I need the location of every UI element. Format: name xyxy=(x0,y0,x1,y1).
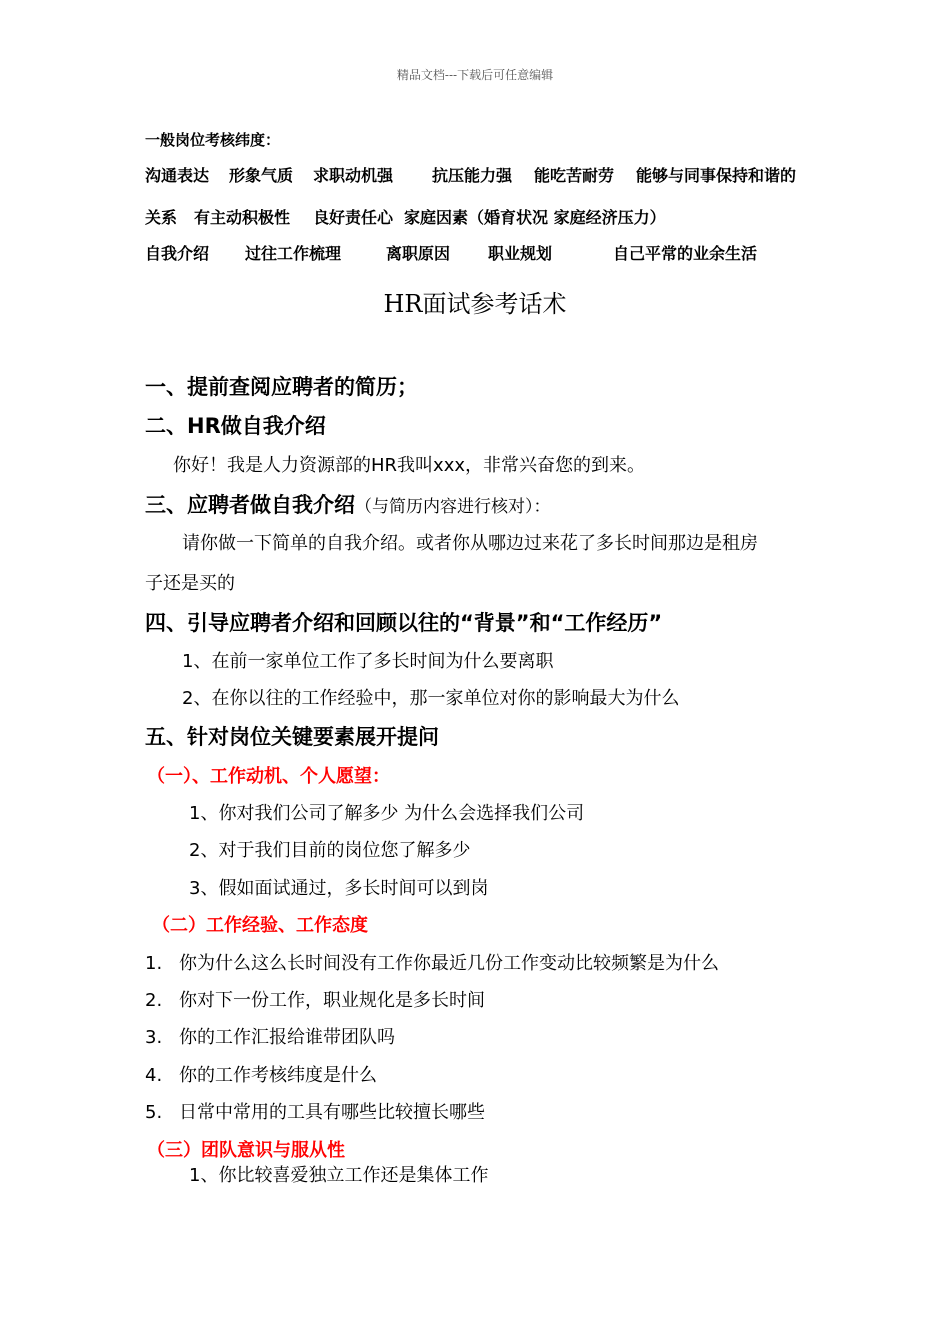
intro-term: 能吃苦耐劳 xyxy=(534,166,615,185)
section-2-text: 你好！我是人力资源部的HR我叫xxx，非常兴奋您的到来。 xyxy=(173,455,645,476)
item-text: 你对下一份工作，职业规化是多长时间 xyxy=(179,990,485,1011)
section-heading-2: 二、HR做自我介绍 xyxy=(145,414,326,438)
section-3-text-line-1: 请你做一下简单的自我介绍。或者你从哪边过来花了多长时间那边是租房 xyxy=(182,533,758,554)
item-text: 你为什么这么长时间没有工作你最近几份工作变动比较频繁是为什么 xyxy=(179,953,719,974)
intro-term: 自我介绍 xyxy=(145,244,210,263)
intro-term: 家庭因素（婚育状况 家庭经济压力） xyxy=(404,208,666,227)
subsection-heading-2: （二）工作经验、工作态度 xyxy=(152,915,368,936)
section-heading-3 xyxy=(145,489,551,519)
section-heading-3-title: 三、应聘者做自我介绍 xyxy=(145,493,355,517)
numbered-item xyxy=(145,986,485,1012)
numbered-item xyxy=(145,1098,485,1124)
section-heading-4: 四、引导应聘者介绍和回顾以往的“背景”和“工作经历” xyxy=(145,611,663,635)
item-number: 3. xyxy=(145,1027,163,1048)
subsection-heading-1: （一）、工作动机、个人愿望： xyxy=(147,766,390,787)
list-item: 1、你对我们公司了解多少 为什么会选择我们公司 xyxy=(189,803,585,824)
subsection-heading-3: （三）团队意识与服从性 xyxy=(147,1140,345,1161)
section-heading-3-note: （与简历内容进行核对）： xyxy=(355,497,551,517)
list-item: 3、假如面试通过，多长时间可以到岗 xyxy=(189,878,489,899)
item-text: 你的工作考核纬度是什么 xyxy=(179,1065,377,1086)
intro-term: 关系 xyxy=(145,208,178,227)
intro-term: 离职原因 xyxy=(386,244,451,263)
intro-term: 求职动机强 xyxy=(313,166,394,185)
item-number: 2. xyxy=(145,990,163,1011)
intro-term: 有主动积极性 xyxy=(194,208,291,227)
numbered-item xyxy=(145,1061,377,1087)
item-number: 1. xyxy=(145,953,163,974)
item-number: 5. xyxy=(145,1102,163,1123)
intro-term: 沟通表达 xyxy=(145,166,210,185)
section-3-text-line-2: 子还是买的 xyxy=(145,573,235,594)
page-header: 精品文档---下载后可任意编辑 xyxy=(396,68,554,82)
list-item: 2、对于我们目前的岗位您了解多少 xyxy=(189,840,471,861)
document-title: HR面试参考话术 xyxy=(383,290,567,318)
intro-term: 能够与同事保持和谐的 xyxy=(636,166,797,185)
intro-term: 自己平常的业余生活 xyxy=(613,244,758,263)
numbered-item xyxy=(145,949,719,975)
item-text: 日常中常用的工具有哪些比较擅长哪些 xyxy=(179,1102,485,1123)
item-number: 4. xyxy=(145,1065,163,1086)
intro-term: 抗压能力强 xyxy=(432,166,513,185)
item-text: 你的工作汇报给谁带团队吗 xyxy=(179,1027,395,1048)
list-item: 2、在你以往的工作经验中，那一家单位对你的影响最大为什么 xyxy=(182,688,680,709)
intro-term: 过往工作梳理 xyxy=(245,244,342,263)
intro-term: 形象气质 xyxy=(229,166,294,185)
intro-term: 职业规划 xyxy=(488,244,553,263)
section-heading-1: 一、提前查阅应聘者的简历； xyxy=(145,375,418,399)
intro-heading: 一般岗位考核纬度： xyxy=(145,131,281,149)
intro-term: 良好责任心 xyxy=(313,208,394,227)
numbered-item xyxy=(145,1023,395,1049)
list-item: 1、在前一家单位工作了多长时间为什么要离职 xyxy=(182,651,554,672)
section-heading-5: 五、针对岗位关键要素展开提问 xyxy=(145,725,439,749)
list-item: 1、你比较喜爱独立工作还是集体工作 xyxy=(189,1165,489,1186)
